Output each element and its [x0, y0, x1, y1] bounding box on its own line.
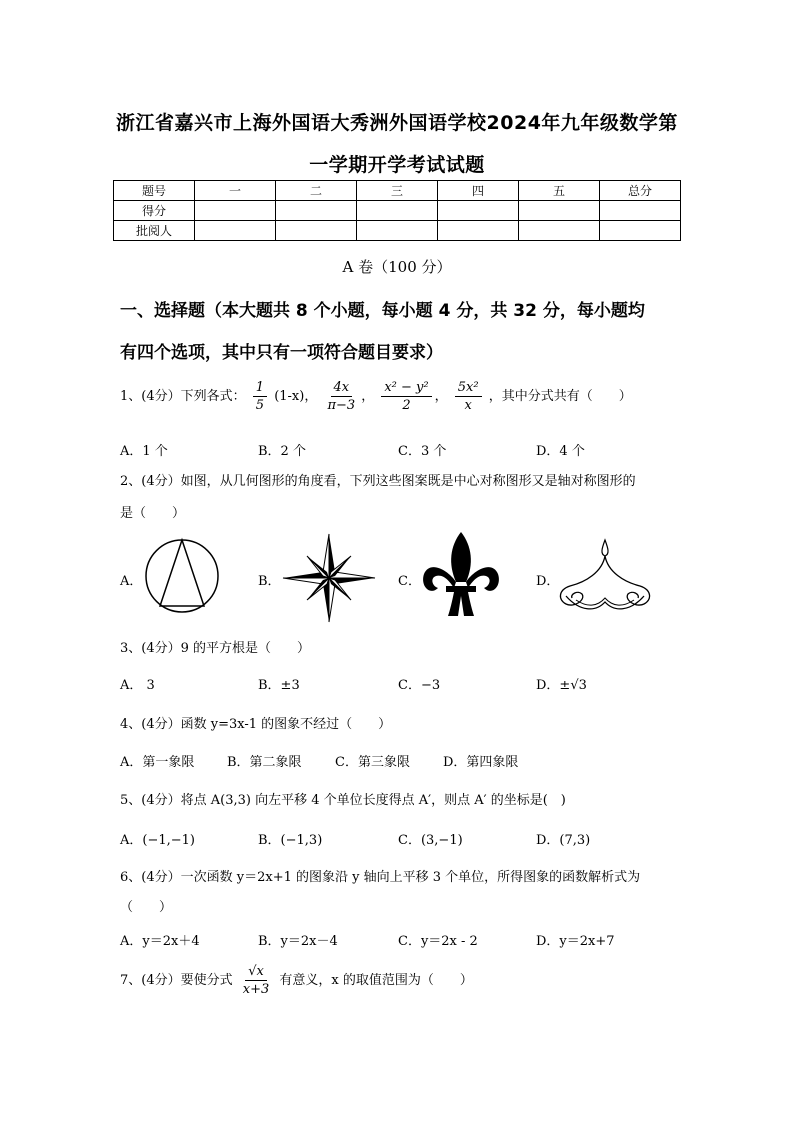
q3-option-d[interactable]: D．±√3 — [536, 678, 587, 693]
score-table-row — [114, 201, 681, 221]
score-cell[interactable] — [357, 221, 438, 241]
question-1: 1、(4分）下列各式： $\frac{1}{5}$ (1-x)， $\frac{4x}{\pi-3}$ ， $\frac{\text{x² − y²}}{2}$ ， $\frac{\text{5x²}}{x}$ ，其中分式共有（ ） — [120, 380, 632, 413]
q5-option-a[interactable]: A．(−1,−1) — [120, 833, 195, 848]
q1-prefix: 1、(4分）下列各式： — [120, 389, 246, 404]
q1-option-b[interactable]: B．2 个 — [258, 444, 306, 459]
q1-option-c[interactable]: C．3 个 — [398, 444, 447, 459]
q3-option-c[interactable]: C．−3 — [398, 678, 441, 693]
question-2-line1: 2、(4分）如图，从几何图形的角度看，下列这些图案既是中心对称图形又是轴对称图形的 — [120, 474, 636, 489]
q2-option-a-label[interactable]: A． — [120, 574, 143, 589]
fleur-de-lis-figure[interactable] — [420, 530, 502, 620]
question-5: 5、(4分）将点 A(3,3) 向左平移 4 个单位长度得点 A′，则点 A′ 的坐标是( ) — [120, 793, 566, 808]
ornament-swirl-figure[interactable] — [556, 536, 654, 616]
fraction-denominator: 2 — [402, 398, 411, 413]
q5-option-b[interactable]: B．(−1,3) — [258, 833, 323, 848]
fraction-denominator: 5 — [255, 398, 265, 413]
score-cell[interactable] — [438, 201, 519, 221]
score-header-cell: 二 — [276, 181, 357, 201]
fraction-numerator: √x — [245, 964, 267, 981]
q3-option-b[interactable]: B．±3 — [258, 678, 300, 693]
q1-fraction-3 — [381, 380, 431, 413]
q4-option-b[interactable]: B．第二象限 — [227, 755, 302, 770]
q5-option-d[interactable]: D．(7,3) — [536, 833, 591, 848]
score-cell[interactable] — [276, 201, 357, 221]
section-heading-line1: 一、选择题（本大题共 8 个小题，每小题 4 分，共 32 分，每小题均 — [120, 301, 645, 321]
q4-option-c[interactable]: C．第三象限 — [335, 755, 410, 770]
q7-fraction — [240, 964, 273, 997]
q6-option-b[interactable]: B．y＝2x－4 — [258, 934, 338, 949]
q1-fraction-4 — [455, 380, 482, 413]
question-3: 3、(4分）9 的平方根是（ ） — [120, 641, 311, 656]
question-7 — [120, 964, 473, 997]
score-table — [113, 180, 681, 241]
q6-option-a[interactable]: A．y＝2x＋4 — [120, 934, 200, 949]
score-table-row — [114, 221, 681, 241]
score-header-cell: 四 — [438, 181, 519, 201]
fraction-numerator: 1 — [253, 380, 267, 397]
q1-option-a[interactable]: A．1 个 — [120, 444, 168, 459]
q1-fraction-2 — [324, 380, 358, 413]
score-cell[interactable] — [195, 221, 276, 241]
question-2-line2: 是（ ） — [120, 506, 186, 521]
score-cell[interactable] — [519, 201, 600, 221]
question-6-line1: 6、(4分）一次函数 y＝2x+1 的图象沿 y 轴向上平移 3 个单位，所得图象的函数解析式为 — [120, 870, 641, 885]
paper-a-subtitle: A 卷（100 分） — [342, 258, 452, 276]
exam-title-line1: 浙江省嘉兴市上海外国语大秀洲外国语学校2024年九年级数学第 — [116, 112, 678, 134]
q4-option-d[interactable]: D．第四象限 — [443, 755, 519, 770]
question-6-line2: （ ） — [120, 900, 173, 915]
fraction-denominator: π−3 — [327, 398, 356, 413]
exam-title-line2: 一学期开学考试试题 — [309, 154, 485, 176]
compass-star-figure[interactable] — [282, 532, 376, 624]
score-header-cell: 一 — [195, 181, 276, 201]
score-cell[interactable] — [438, 221, 519, 241]
fraction-denominator: x+3 — [242, 982, 270, 997]
score-table-header-row — [114, 181, 681, 201]
score-cell[interactable] — [600, 221, 681, 241]
score-row-label: 批阅人 — [114, 221, 195, 241]
score-header-cell: 题号 — [114, 181, 195, 201]
q2-option-d-label[interactable]: D． — [536, 574, 560, 589]
q2-option-b-label[interactable]: B． — [258, 574, 281, 589]
section-heading-line2: 有四个选项，其中只有一项符合题目要求） — [120, 343, 443, 363]
score-header-cell: 三 — [357, 181, 438, 201]
q1-option-d[interactable]: D．4 个 — [536, 444, 585, 459]
score-cell[interactable] — [195, 201, 276, 221]
fraction-numerator: 5x² — [455, 380, 482, 397]
score-cell[interactable] — [600, 201, 681, 221]
score-row-label: 得分 — [114, 201, 195, 221]
q7-suffix: 有意义，x 的取值范围为（ ） — [279, 973, 473, 988]
fraction-numerator: 4x — [331, 380, 353, 397]
q6-option-d[interactable]: D．y＝2x+7 — [536, 934, 615, 949]
q4-option-a[interactable]: A．第一象限 — [120, 755, 195, 770]
score-header-cell: 五 — [519, 181, 600, 201]
q2-option-c-label[interactable]: C． — [398, 574, 421, 589]
score-cell[interactable] — [276, 221, 357, 241]
question-4: 4、(4分）函数 y=3x-1 的图象不经过（ ） — [120, 717, 392, 732]
q1-suffix: ，其中分式共有（ ） — [488, 389, 632, 404]
q6-option-c[interactable]: C．y＝2x - 2 — [398, 934, 478, 949]
q1-fraction-1 — [253, 380, 267, 413]
fraction-numerator: x² − y² — [381, 380, 431, 397]
score-cell[interactable] — [357, 201, 438, 221]
q1-expression: (1-x)， — [274, 389, 318, 404]
q7-prefix: 7、(4分）要使分式 — [120, 973, 233, 988]
q5-option-c[interactable]: C．(3,−1) — [398, 833, 463, 848]
score-header-cell: 总分 — [600, 181, 681, 201]
fraction-denominator: x — [464, 398, 472, 413]
circle-triangle-figure[interactable] — [142, 536, 222, 616]
score-cell[interactable] — [519, 221, 600, 241]
q3-option-a[interactable]: A． 3 — [120, 678, 155, 693]
